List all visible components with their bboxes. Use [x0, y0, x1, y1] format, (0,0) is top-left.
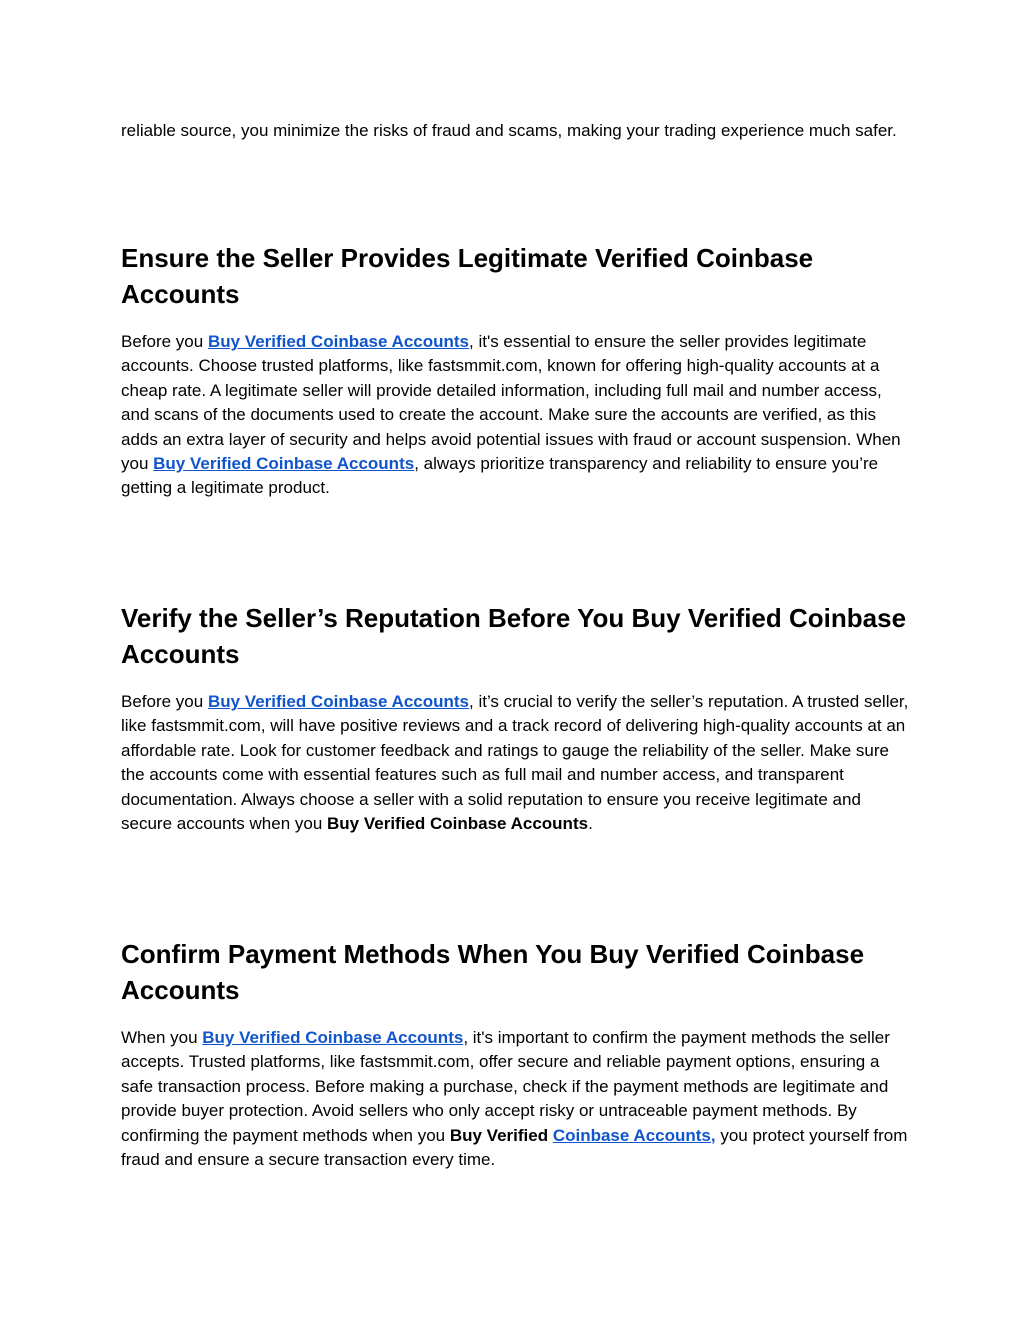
section-paragraph: [121, 690, 911, 836]
text-run: When you: [121, 1028, 203, 1047]
buy-coinbase-accounts-link[interactable]: Buy Verified Coinbase Accounts: [153, 454, 415, 474]
text-run: you protect yourself from fraud and ensure a secure transaction every time.: [121, 1125, 908, 1170]
intro-paragraph: reliable source, you minimize the risks of fraud and scams, making your trading experience much safer.: [121, 121, 897, 140]
section-ensure-legitimate: [121, 241, 911, 501]
bold-text: Buy Verified Coinbase Accounts: [327, 814, 589, 834]
section-heading: Ensure the Seller Provides Legitimate Verified Coinbase Accounts: [121, 243, 814, 309]
text-run: .: [588, 814, 593, 834]
section-heading: Confirm Payment Methods When You Buy Verified Coinbase Accounts: [121, 939, 865, 1005]
buy-coinbase-accounts-link[interactable]: Buy Verified Coinbase Accounts: [207, 692, 469, 711]
text-run: , it’s crucial to verify the seller’s reputation. A trusted seller, like fastsmmit.com, will have positive reviews and a track record of delivering high-quality accounts at an affordable rate. Look for customer feedback and ratings to gauge the reliability of the seller. Make sure the accounts come with essential features such as full mail and number access, and transparent documentation. Always choose a seller with a solid reputation to ensure you receive legitimate and secure accounts when you: [121, 692, 909, 834]
text-run: , it's essential to ensure the seller provides legitimate accounts. Choose trusted platforms, like fastsmmit.com, known for offering high-quality accounts at a cheap rate. A legitimate seller will provide detailed information, including full mail and number access, and scans of the documents used to create the account. Make sure the accounts are verified, as this adds an extra layer of security and helps avoid potential issues with fraud or account suspension. When you: [121, 332, 901, 474]
text-run: Before you: [121, 332, 208, 351]
section-confirm-payment: [121, 937, 911, 1172]
text-run: , always prioritize transparency and reliability to ensure you’re getting a legitimate product.: [121, 454, 879, 498]
buy-coinbase-accounts-link[interactable]: Buy Verified Coinbase Accounts: [207, 332, 469, 351]
text-run: Before you: [121, 692, 208, 711]
bold-text: Buy Verified: [449, 1125, 553, 1145]
section-paragraph: [121, 1026, 911, 1172]
section-verify-reputation: [121, 601, 911, 836]
section-heading: Verify the Seller’s Reputation Before You Buy Verified Coinbase Accounts: [121, 603, 907, 669]
section-paragraph: [121, 330, 911, 501]
coinbase-accounts-link[interactable]: Coinbase Accounts,: [552, 1125, 716, 1145]
text-run: , it's important to confirm the payment methods the seller accepts. Trusted platforms, like fastsmmit.com, offer secure and reliable payment options, ensuring a safe transaction process. Before making a purchase, check if the payment methods are legitimate and provide buyer protection. Avoid sellers who only accept risky or untraceable payment methods. By confirming the payment methods when you: [121, 1028, 890, 1145]
buy-coinbase-accounts-link[interactable]: Buy Verified Coinbase Accounts: [202, 1028, 464, 1047]
